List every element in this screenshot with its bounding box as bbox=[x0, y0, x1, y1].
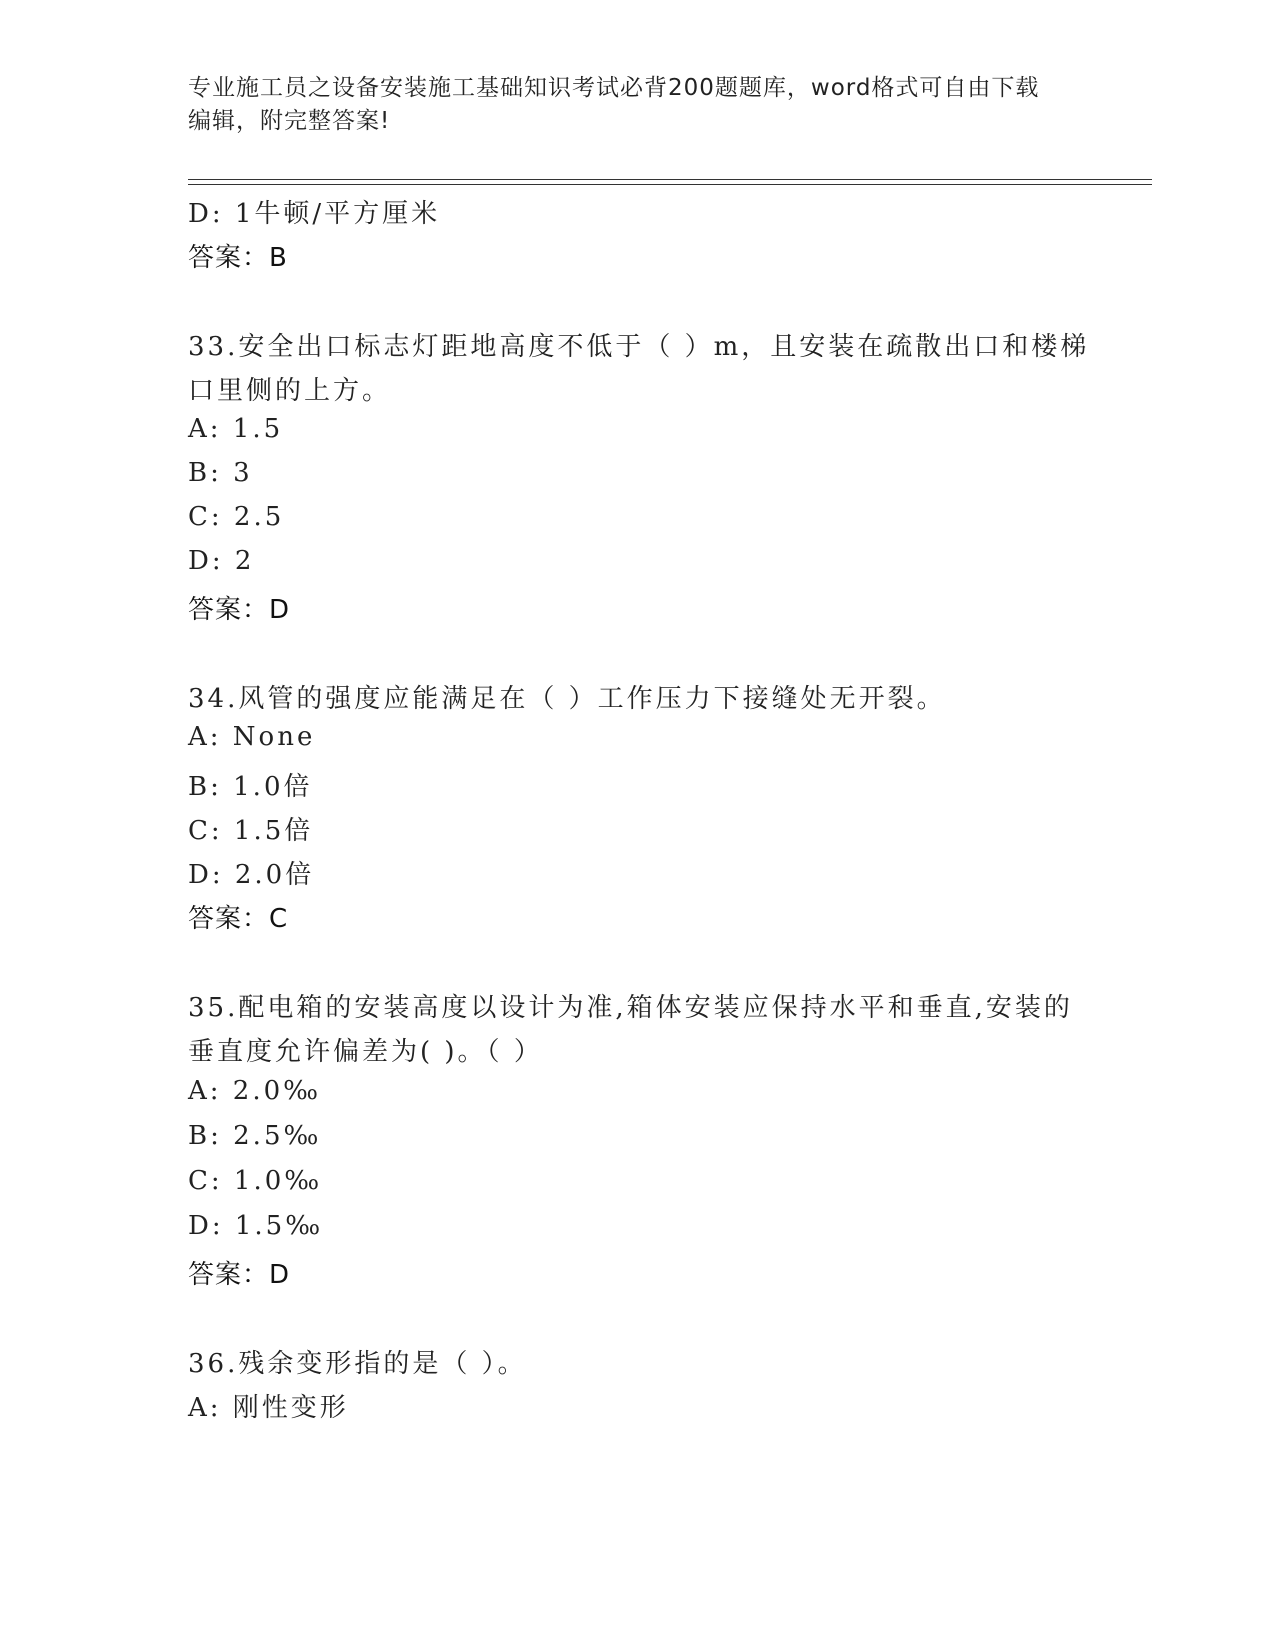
q34-option-c: C: 1.5倍 bbox=[188, 816, 314, 846]
q35-option-c: C: 1.0‰ bbox=[188, 1166, 323, 1196]
q32-answer: 答案：B bbox=[188, 243, 288, 273]
q36-option-a: A: 刚性变形 bbox=[188, 1393, 349, 1423]
q35-answer: 答案：D bbox=[188, 1260, 291, 1290]
q34-answer: 答案：C bbox=[188, 904, 289, 934]
q33-answer: 答案：D bbox=[188, 595, 291, 625]
q34-option-b: B: 1.0倍 bbox=[188, 772, 313, 802]
q33-stem-line-2: 口里侧的上方。 bbox=[188, 376, 392, 406]
q33-option-b: B: 3 bbox=[188, 458, 253, 488]
header-divider-bottom bbox=[188, 184, 1152, 185]
q34-option-a: A: None bbox=[188, 722, 316, 752]
q32-option-d: D: 1牛顿/平方厘米 bbox=[188, 199, 441, 229]
header-line-2: 编辑，附完整答案! bbox=[188, 108, 391, 134]
q36-stem-line-1: 36.残余变形指的是（ ）。 bbox=[188, 1349, 527, 1379]
q33-option-c: C: 2.5 bbox=[188, 502, 285, 532]
document-header bbox=[188, 72, 1068, 138]
q33-option-a: A: 1.5 bbox=[188, 414, 284, 444]
q34-stem-line-1: 34.风管的强度应能满足在（ ）工作压力下接缝处无开裂。 bbox=[188, 684, 946, 714]
q35-option-b: B: 2.5‰ bbox=[188, 1121, 322, 1151]
q34-option-d: D: 2.0倍 bbox=[188, 860, 315, 890]
q35-stem-line-2: 垂直度允许偏差为( )。（ ） bbox=[188, 1037, 543, 1067]
header-line-1: 专业施工员之设备安装施工基础知识考试必背200题题库，word格式可自由下载 bbox=[188, 75, 1040, 101]
q33-option-d: D: 2 bbox=[188, 546, 255, 576]
q35-option-d: D: 1.5‰ bbox=[188, 1211, 324, 1241]
header-divider-top bbox=[188, 179, 1152, 180]
q33-stem-line-1: 33.安全出口标志灯距地高度不低于（ ）m，且安装在疏散出口和楼梯 bbox=[188, 332, 1090, 362]
q35-stem-line-1: 35.配电箱的安装高度以设计为准,箱体安装应保持水平和垂直,安装的 bbox=[188, 993, 1073, 1023]
q35-option-a: A: 2.0‰ bbox=[188, 1076, 322, 1106]
